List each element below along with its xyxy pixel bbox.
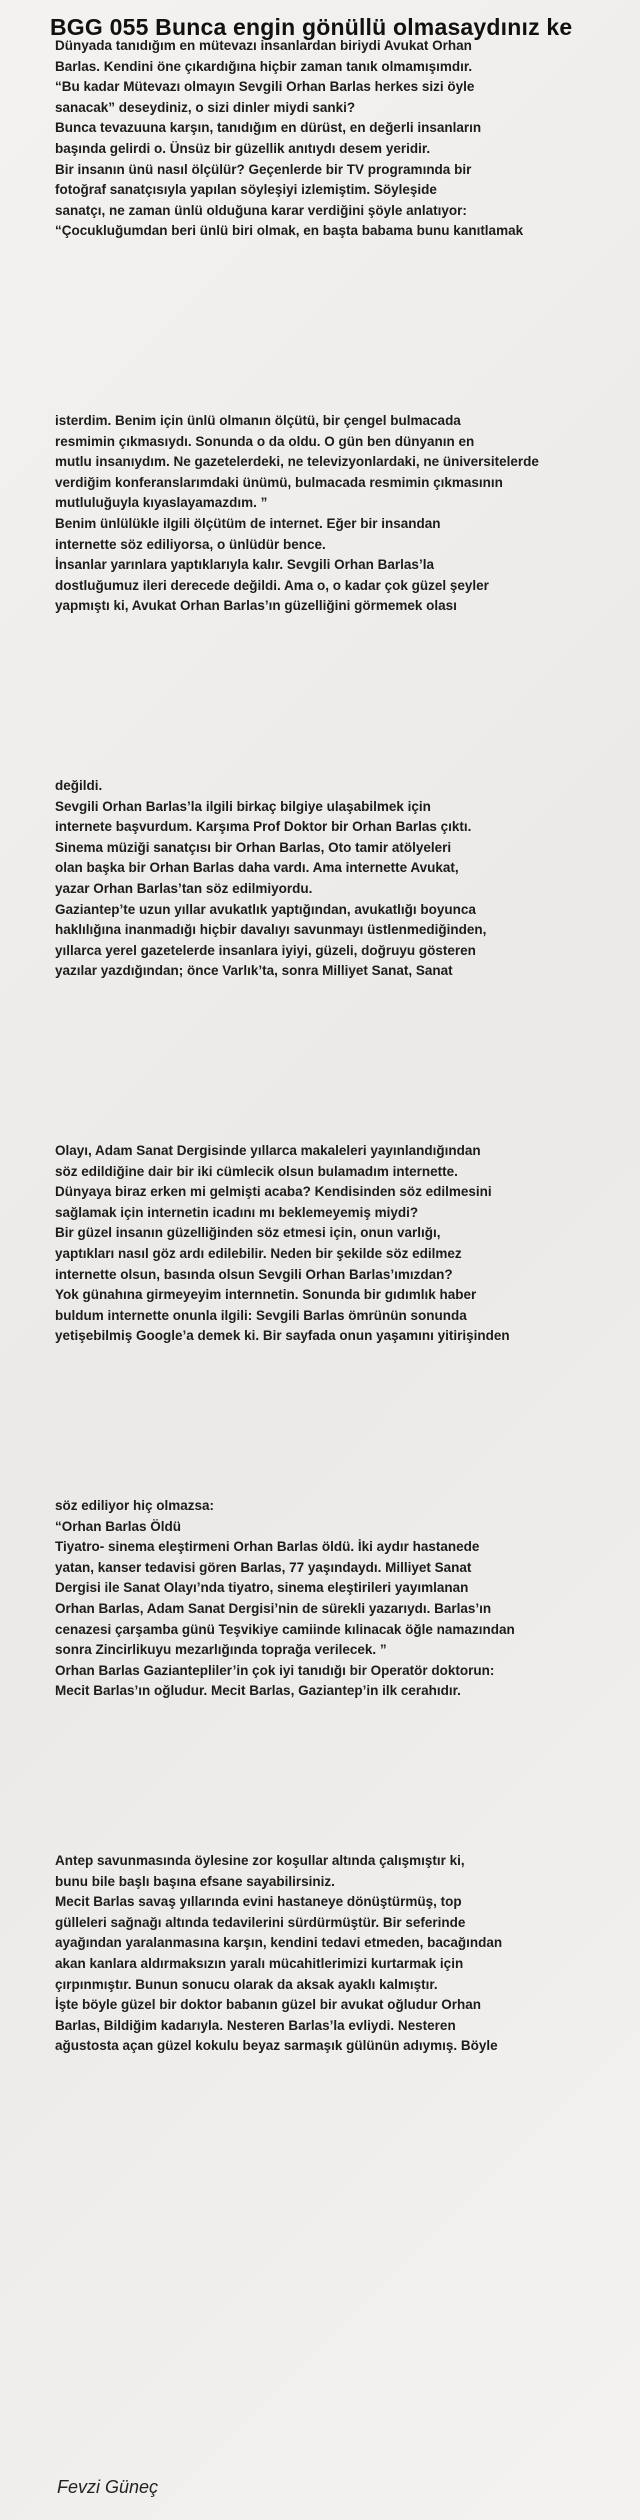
text-line: yıllarca yerel gazetelerde insanlara iyiyi, güzeli, doğruyu gösteren (55, 942, 476, 958)
text-line: Barlas, Bildiğim kadarıyla. Nesteren Barlas’la evliydi. Nesteren (55, 2017, 456, 2033)
text-line: Gaziantep’te uzun yıllar avukatlık yaptığından, avukatlığı boyunca (55, 901, 476, 917)
text-line: yatan, kanser tedavisi gören Barlas, 77 yaşındaydı. Milliyet Sanat (55, 1559, 472, 1575)
text-line: İşte böyle güzel bir doktor babanın güzel bir avukat oğludur Orhan (55, 1997, 482, 2013)
text-line: Bir insanın ünü nasıl ölçülür? Geçenlerde bir TV programında bir (55, 161, 472, 177)
text-line: isterdim. Benim için ünlü olmanın ölçütü, bir çengel bulmacada (55, 413, 461, 428)
text-line: yazar Orhan Barlas’tan söz edilmiyordu. (55, 880, 313, 896)
text-line: Barlas. Kendini öne çıkardığına hiçbir zaman tanık olmamışımdır. (55, 58, 473, 74)
text-line: Benim ünlülükle ilgili ölçütüm de internet. Eğer bir insandan (55, 515, 441, 531)
text-line: fotoğraf sanatçısıyla yapılan söyleşiyi izlemiştim. Söyleşide (55, 182, 437, 198)
text-line: yetişebilmiş Google’a demek ki. Bir sayfada onun yaşamını yitirişinden (55, 1328, 510, 1344)
text-line: bunu bile başlı başına efsane sayabilirsiniz. (55, 1873, 335, 1889)
text-line: mutluluğuyla kıyaslayamazdım. ” (55, 495, 268, 511)
text-block-5 (55, 1496, 635, 1702)
text-line: yaptıkları nasıl göz ardı edilebilir. Neden bir şekilde söz edilmez (55, 1245, 462, 1261)
text-block-3 (55, 776, 635, 982)
text-line: Mecit Barlas savaş yıllarında evini hastaneye dönüştürmüş, top (55, 1894, 462, 1910)
text-line: Sinema müziği sanatçısı bir Orhan Barlas, Oto tamir atölyeleri (55, 839, 452, 855)
text-line: verdiğim konferanslarımdaki ünümü, bulmacada resmimin çıkmasının (55, 474, 503, 490)
text-line: sanacak” deseydiniz, o sizi dinler miydi sanki? (55, 99, 356, 115)
text-line: yapmıştı ki, Avukat Orhan Barlas’ın güzelliğini görmemek olası (55, 598, 457, 614)
text-line: internette olsun, basında olsun Sevgili Orhan Barlas’ımızdan? (55, 1266, 453, 1282)
text-line: internete başvurdum. Karşıma Prof Doktor bir Orhan Barlas çıktı. (55, 819, 472, 835)
poem-title: BGG 055 Bunca engin gönüllü olmasaydınız ke (50, 14, 573, 40)
text-line: internette söz ediliyorsa, o ünlüdür bence. (55, 536, 326, 552)
text-line: ayağından yaralanmasına karşın, kendini tedavi etmeden, bacağından (55, 1935, 503, 1951)
text-line: sonra Zincirlikuyu mezarlığında toprağa verilecek. ” (55, 1642, 387, 1658)
text-line: haklılığına inanmadığı hiçbir davalıyı savunmayı üstlenmediğinden, (55, 922, 487, 938)
text-line: başında gelirdi o. Ünsüz bir güzellik anıtıydı desem yeridir. (55, 140, 431, 156)
author-name[interactable]: Fevzi Güneç (57, 2477, 159, 2497)
text-line: sanatçı, ne zaman ünlü olduğuna karar verdiğini şöyle anlatıyor: (55, 202, 467, 218)
text-line: akan kanlara aldırmaksızın yaralı mücahitlerimizi kurtarmak için (55, 1955, 464, 1971)
text-line: değildi. (55, 778, 103, 793)
text-line: olan başka bir Orhan Barlas daha vardı. Ama internette Avukat, (55, 860, 459, 876)
text-line: söz edildiğine dair bir iki cümlecik olsun bulamadım internette. (55, 1163, 458, 1179)
text-line: sağlamak için internetin icadını mı beklemeyemiş miydi? (55, 1204, 419, 1220)
text-line: Yok günahına girmeyeyim internnetin. Sonunda bir gıdımlık haber (55, 1287, 477, 1303)
text-line: Dergisi ile Sanat Olayı’nda tiyatro, sinema eleştirileri yayımlanan (55, 1580, 469, 1596)
text-line: Bir güzel insanın güzelliğinden söz etmesi için, onun varlığı, (55, 1225, 441, 1241)
text-line: resmimin çıkmasıydı. Sonunda o da oldu. O gün ben dünyanın en (55, 433, 475, 449)
text-block-1 (55, 36, 635, 242)
text-line: gülleleri sağnağı altında tedavilerini sürdürmüştür. Bir seferinde (55, 1914, 466, 1930)
text-line: Tiyatro- sinema eleştirmeni Orhan Barlas öldü. İki aydır hastanede (55, 1539, 480, 1555)
text-line: Orhan Barlas Gaziantepliler’in çok iyi tanıdığı bir Operatör doktorun: (55, 1662, 495, 1678)
text-line: mutlu insanıydım. Ne gazetelerdeki, ne televizyonlardaki, ne üniversitelerde (55, 454, 539, 470)
text-line: dostluğumuz ileri derecede değildi. Ama o, o kadar çok güzel şeyler (55, 577, 489, 593)
text-line: “Çocukluğumdan beri ünlü biri olmak, en başta babama bunu kanıtlamak (55, 223, 524, 239)
text-line: “Bu kadar Mütevazı olmayın Sevgili Orhan Barlas herkes sizi öyle (55, 79, 475, 95)
text-line: “Orhan Barlas Öldü (55, 1518, 182, 1534)
text-line: Dünyaya biraz erken mi gelmişti acaba? Kendisinden söz edilmesini (55, 1184, 492, 1200)
text-line: Mecit Barlas’ın oğludur. Mecit Barlas, Gaziantep’in ilk cerahıdır. (55, 1683, 461, 1699)
text-line: ağustosta açan güzel kokulu beyaz sarmaşık gülünün adıymış. Böyle (55, 2038, 498, 2054)
text-line: söz ediliyor hiç olmazsa: (55, 1498, 215, 1513)
text-line: Bunca tevazuuna karşın, tanıdığım en dürüst, en değerli insanların (55, 120, 482, 136)
text-line: cenazesi çarşamba günü Teşvikiye camiinde kılinacak öğle namazından (55, 1621, 515, 1637)
text-block-4 (55, 1141, 635, 1347)
text-line: çırpınmıştır. Bunun sonucu olarak da aksak ayaklı kalmıştır. (55, 1976, 438, 1992)
text-line: İnsanlar yarınlara yaptıklarıyla kalır. Sevgili Orhan Barlas’la (55, 557, 434, 573)
text-line: Olayı, Adam Sanat Dergisinde yıllarca makaleleri yayınlandığından (55, 1143, 481, 1158)
text-line: buldum internette onunla ilgili: Sevgili Barlas ömrünün sonunda (55, 1307, 467, 1323)
text-line: Orhan Barlas, Adam Sanat Dergisi’nin de sürekli yazarıydı. Barlas’ın (55, 1600, 492, 1616)
text-line: Antep savunmasında öylesine zor koşullar altında çalışmıştır ki, (55, 1853, 465, 1868)
text-block-2 (55, 411, 635, 617)
text-block-6 (55, 1851, 635, 2057)
text-line: yazılar yazdığından; önce Varlık’ta, sonra Milliyet Sanat, Sanat (55, 963, 453, 979)
text-line: Dünyada tanıdığım en mütevazı insanlardan biriydi Avukat Orhan (55, 38, 472, 53)
text-line: Sevgili Orhan Barlas’la ilgili birkaç bilgiye ulaşabilmek için (55, 798, 431, 814)
